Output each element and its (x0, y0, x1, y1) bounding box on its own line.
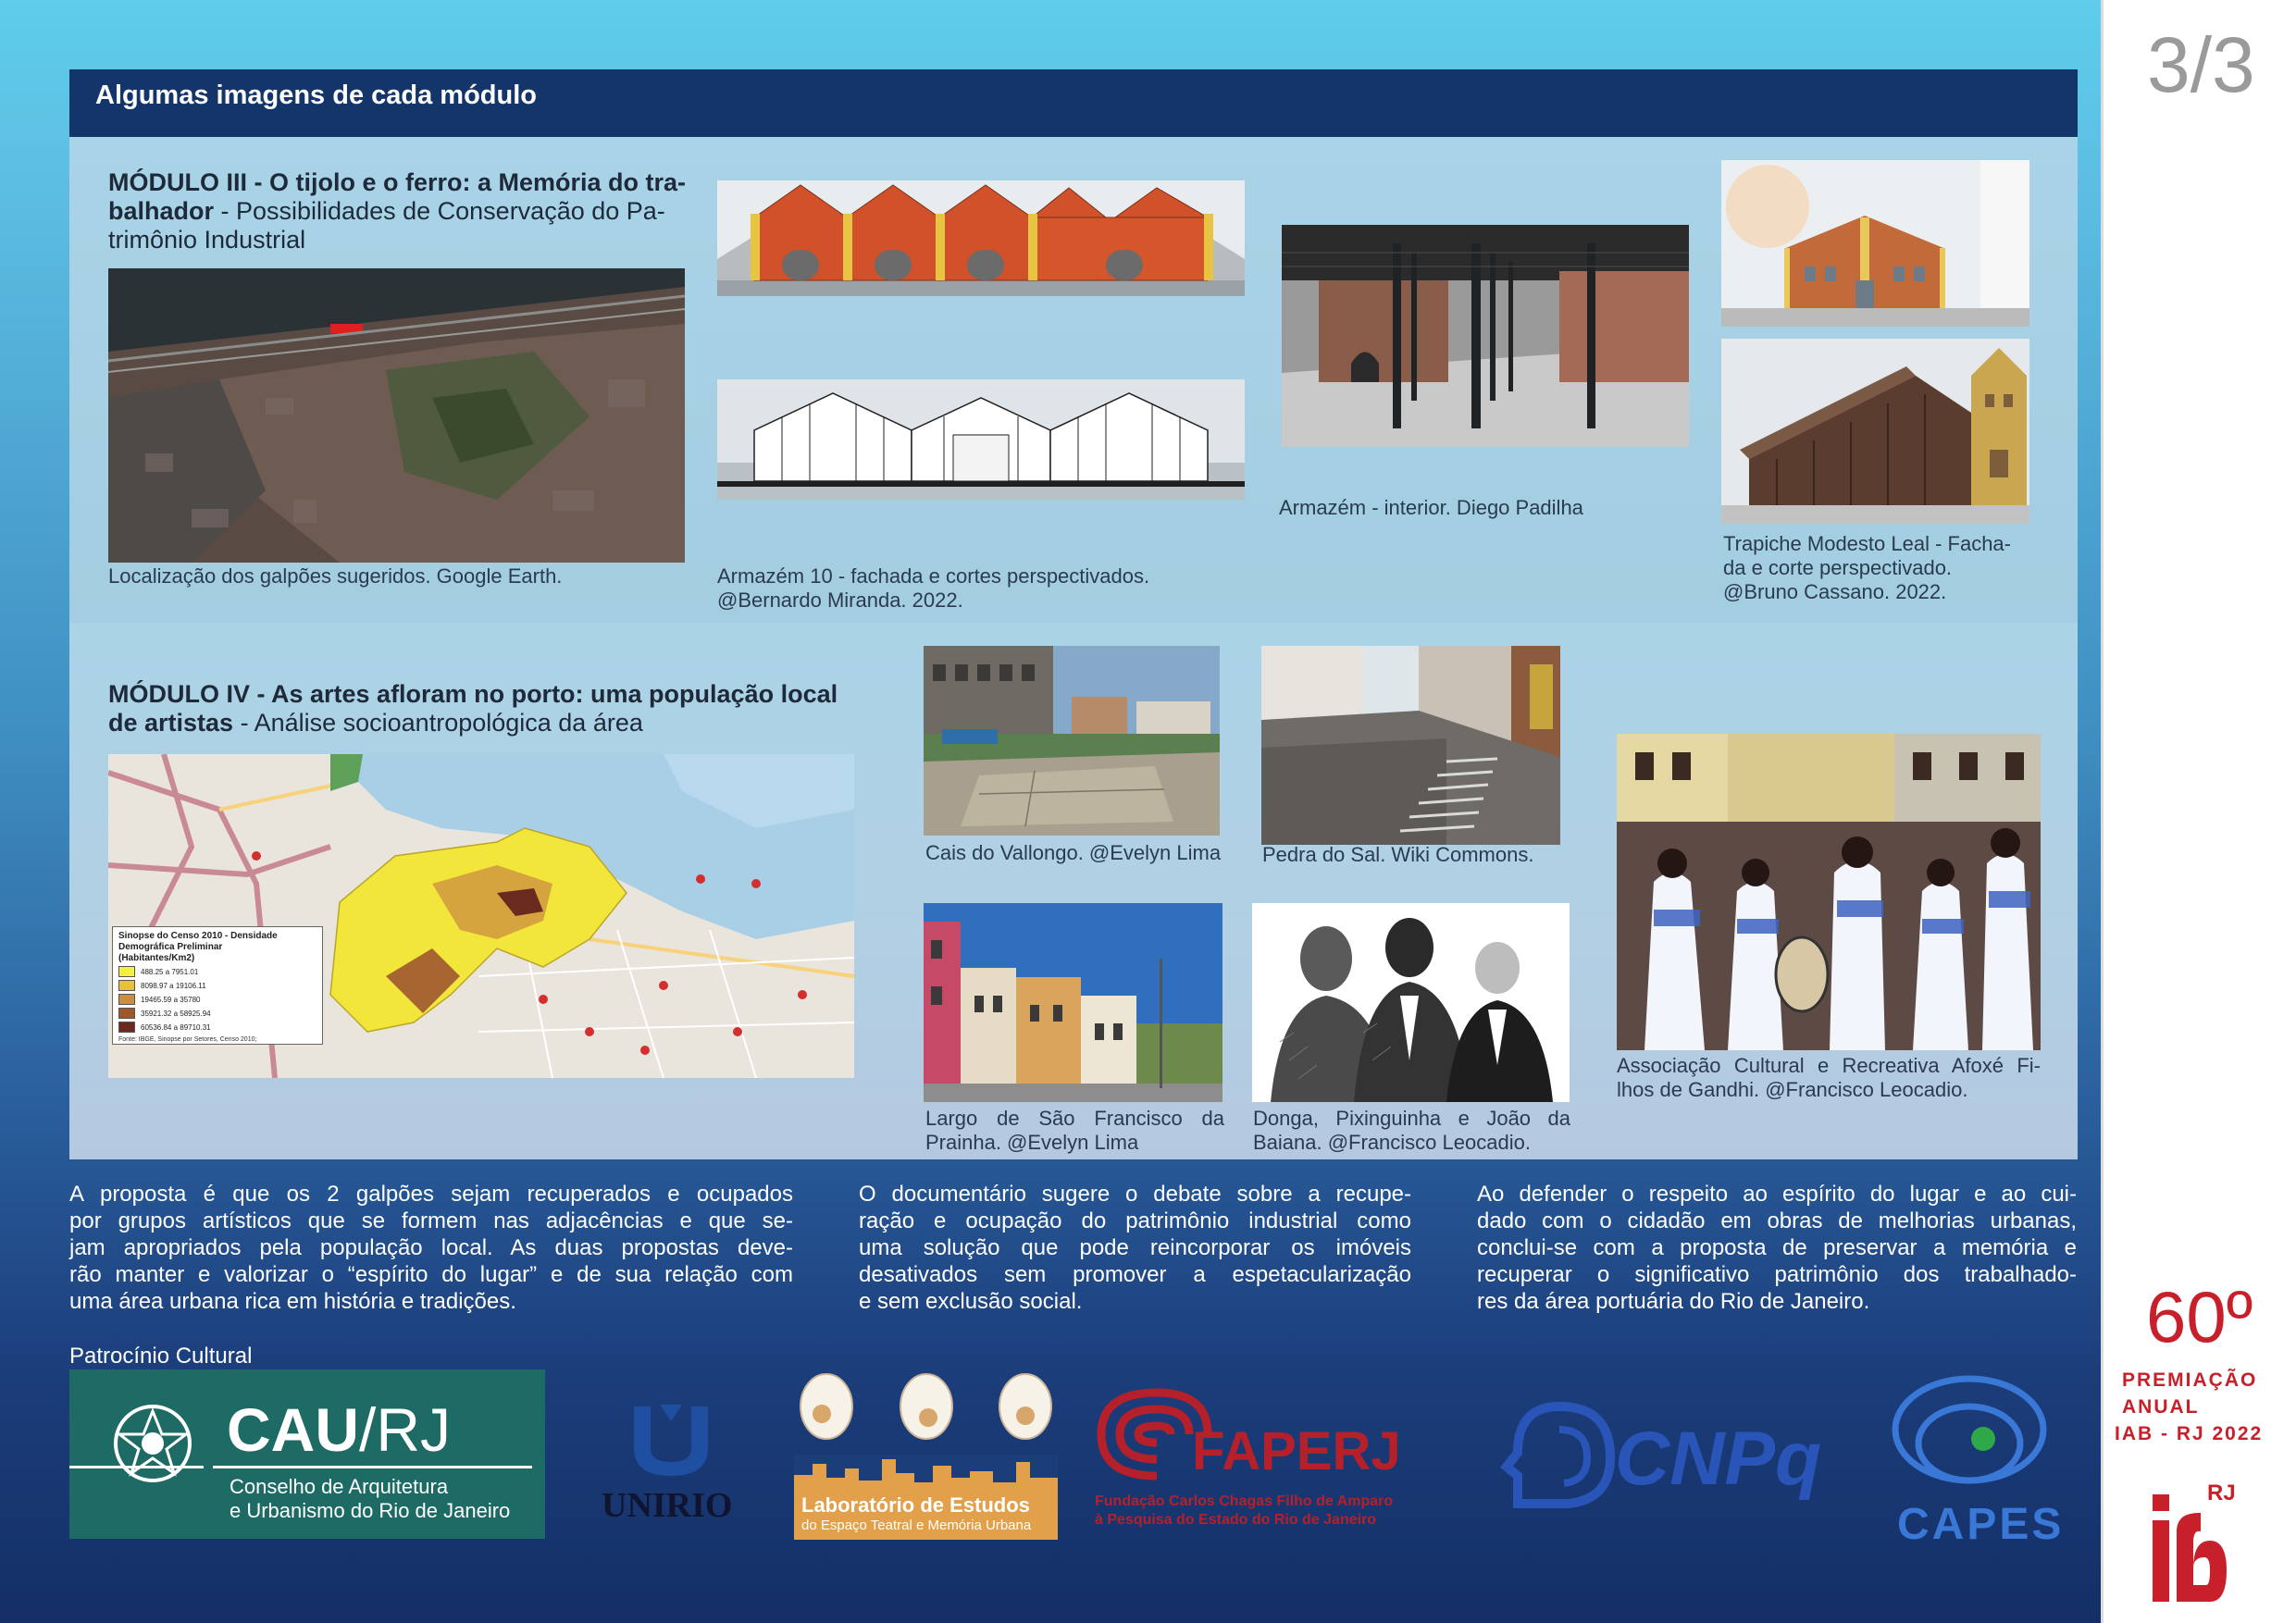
text-col3-line: res da área portuária do Rio de Janeiro. (1477, 1289, 1870, 1314)
brazil-coat-of-arms-icon (106, 1397, 199, 1490)
largo-caption-1: Largo de São Francisco da (925, 1107, 1224, 1130)
lab-line2: do Espaço Teatral e Memória Urbana (801, 1518, 1032, 1533)
legend-label: 35921.32 a 58925.94 (141, 1009, 211, 1018)
aerial-caption: Localização dos galpões sugeridos. Google Earth. (108, 564, 563, 588)
module-4-heading (108, 680, 923, 737)
legend-row (118, 979, 316, 992)
text-col3-line: dado com o cidadão em obras de melhorias urbanas, (1477, 1208, 2077, 1233)
faperj-wordmark: FAPERJ (1192, 1421, 1401, 1481)
section-title: Algumas imagens de cada módulo (95, 81, 537, 110)
trapiche-caption-2: da e corte perspectivado. (1723, 556, 1953, 579)
cais-vallongo-photo (924, 646, 1220, 836)
text-col2-line: O documentário sugere o debate sobre a recupe- (859, 1182, 1411, 1207)
text-col1-line: A proposta é que os 2 galpões sejam recuperados e ocupados (69, 1182, 793, 1207)
armazem10-caption-1: Armazém 10 - fachada e cortes perspectivados. (717, 564, 1150, 588)
legend-label: 8098.97 a 19106.11 (141, 981, 206, 990)
module-3-heading (108, 168, 756, 254)
award-number: 60º (2146, 1276, 2253, 1357)
legend-swatch (118, 966, 135, 977)
armazem-facade-drawing (717, 180, 1245, 296)
unirio-emblem-icon (625, 1397, 717, 1481)
cais-caption: Cais do Vallongo. @Evelyn Lima (925, 841, 1222, 864)
armazem-interior-photo (1282, 225, 1689, 447)
donga-caption-2: Baiana. @Francisco Leocadio. (1253, 1131, 1531, 1154)
cau-wordmark (227, 1395, 451, 1464)
interior-caption: Armazém - interior. Diego Padilha (1279, 496, 1583, 519)
afoxe-caption-2: lhos de Gandhi. @Francisco Leocadio. (1617, 1078, 1968, 1101)
module-3-title-bold: MÓDULO III - O tijolo e o ferro: a Memória do tra- (108, 168, 687, 196)
section-header (69, 69, 2078, 137)
module-3-title-bold2: balhador (108, 197, 215, 225)
legend-label: 60536.84 a 89710.31 (141, 1022, 211, 1032)
module-4-title-bold2: de artistas (108, 709, 234, 737)
density-map (108, 754, 854, 1078)
legend-title-1: Sinopse do Censo 2010 - Densidade (118, 931, 278, 941)
legend-row (118, 1021, 316, 1034)
aerial-photo (108, 268, 685, 563)
largo-sao-francisco-photo (924, 903, 1222, 1102)
text-col1-line: por grupos artísticos que se formem nas adjacências e que se- (69, 1208, 793, 1233)
iab-logo-rj: RJ (2207, 1481, 2236, 1505)
legend-swatch (118, 994, 135, 1005)
award-line1: PREMIAÇÃO (2122, 1369, 2258, 1391)
cau-line1: Conselho de Arquitetura (230, 1475, 449, 1498)
unirio-wordmark: UNIRIO (602, 1486, 733, 1525)
afoxe-caption-1: Associação Cultural e Recreativa Afoxé Fi- (1617, 1054, 2041, 1077)
module-3-title-line3: trimônio Industrial (108, 226, 306, 254)
largo-caption-2: Prainha. @Evelyn Lima (925, 1131, 1139, 1154)
lab-estudos-logo (794, 1455, 1058, 1540)
cau-main: CAU (227, 1395, 359, 1464)
text-column-3 (1477, 1181, 2077, 1315)
cau-slash: /RJ (359, 1395, 451, 1464)
legend-source: Fonte: IBGE, Sinopse por Setores, Censo 2010; (118, 1036, 257, 1043)
legend-label: 19465.59 a 35780 (141, 995, 201, 1004)
trapiche-section-drawing (1721, 339, 2029, 524)
legend-row (118, 993, 316, 1006)
cnpq-wordmark: CNPq (1615, 1417, 1822, 1501)
city-skyline-icon (794, 1455, 1058, 1492)
theatre-masks-icon (794, 1369, 1058, 1462)
legend-swatch (118, 1022, 135, 1033)
legend-swatch (118, 1008, 135, 1019)
module-3-title-rest: - Possibilidades de Conservação do Pa- (214, 197, 665, 225)
legend-items (118, 965, 316, 1034)
module-3-panel (69, 137, 2078, 623)
trapiche-caption-1: Trapiche Modesto Leal - Facha- (1723, 532, 2011, 555)
text-col2-line: e sem exclusão social. (859, 1289, 1083, 1314)
armazem10-caption-2: @Bernardo Miranda. 2022. (717, 588, 963, 612)
donga-caption-1: Donga, Pixinguinha e João da (1253, 1107, 1570, 1130)
cau-line-left (69, 1466, 204, 1468)
capes-orbit-icon (1888, 1369, 2050, 1499)
text-col2-line: ração e ocupação do patrimônio industrial como (859, 1208, 1411, 1233)
trapiche-caption-3: @Bruno Cassano. 2022. (1723, 580, 1947, 603)
armazem-section-drawing (717, 379, 1245, 500)
award-line3: IAB - RJ 2022 (2115, 1423, 2264, 1444)
legend-row (118, 965, 316, 978)
text-col2-line: uma solução que pode reincorporar os imóveis (859, 1235, 1411, 1260)
pedra-caption: Pedra do Sal. Wiki Commons. (1262, 843, 1534, 866)
text-col1-line: uma área urbana rica em história e tradições. (69, 1289, 516, 1314)
text-col3-line: recuperar o significativo patrimônio dos trabalhado- (1477, 1262, 2077, 1287)
cau-rj-logo (69, 1369, 545, 1539)
legend-label: 488.25 a 7951.01 (141, 967, 199, 976)
text-column-2 (859, 1181, 1411, 1315)
text-col3-line: conclui-se com a proposta de preservar a memória e (1477, 1235, 2077, 1260)
map-legend (112, 926, 323, 1045)
donga-sketch (1252, 903, 1570, 1102)
legend-title-3: (Habitantes/Km2) (118, 953, 195, 963)
text-col3-line: Ao defender o respeito ao espírito do lugar e ao cui- (1477, 1182, 2077, 1207)
afoxe-filhos-de-gandhi-photo (1617, 734, 2041, 1050)
module-4-title-rest: - Análise socioantropológica da área (233, 709, 643, 737)
text-col1-line: jam apropriados pela população local. As duas propostas deve- (69, 1235, 793, 1260)
sponsors-label: Patrocínio Cultural (69, 1344, 253, 1369)
text-col2-line: desativados sem promover a espetacularização (859, 1262, 1411, 1287)
right-sidebar (2101, 0, 2296, 1623)
cnpq-head-icon (1499, 1402, 1620, 1508)
capes-wordmark: CAPES (1897, 1500, 2065, 1549)
legend-title-2: Demográfica Preliminar (118, 942, 223, 952)
legend-row (118, 1007, 316, 1020)
faperj-sub1: Fundação Carlos Chagas Filho de Amparo (1095, 1493, 1394, 1509)
text-column-1 (69, 1181, 793, 1315)
legend-swatch (118, 980, 135, 991)
module-4-panel (69, 623, 2078, 1159)
text-col1-line: rão manter e valorizar o “espírito do lugar” e de sua relação com (69, 1262, 793, 1287)
lab-line1: Laboratório de Estudos (801, 1493, 1030, 1517)
trapiche-facade-drawing (1721, 160, 2029, 327)
faperj-sub2: à Pesquisa do Estado do Rio de Janeiro (1095, 1512, 1377, 1528)
pedra-do-sal-photo (1261, 646, 1560, 845)
cau-line-right (213, 1466, 532, 1468)
module-4-title-bold: MÓDULO IV - As artes afloram no porto: uma população local (108, 680, 838, 708)
page-number: 3/3 (2147, 21, 2255, 108)
award-line2: ANUAL (2122, 1396, 2200, 1418)
cau-line2: e Urbanismo do Rio de Janeiro (230, 1499, 511, 1522)
